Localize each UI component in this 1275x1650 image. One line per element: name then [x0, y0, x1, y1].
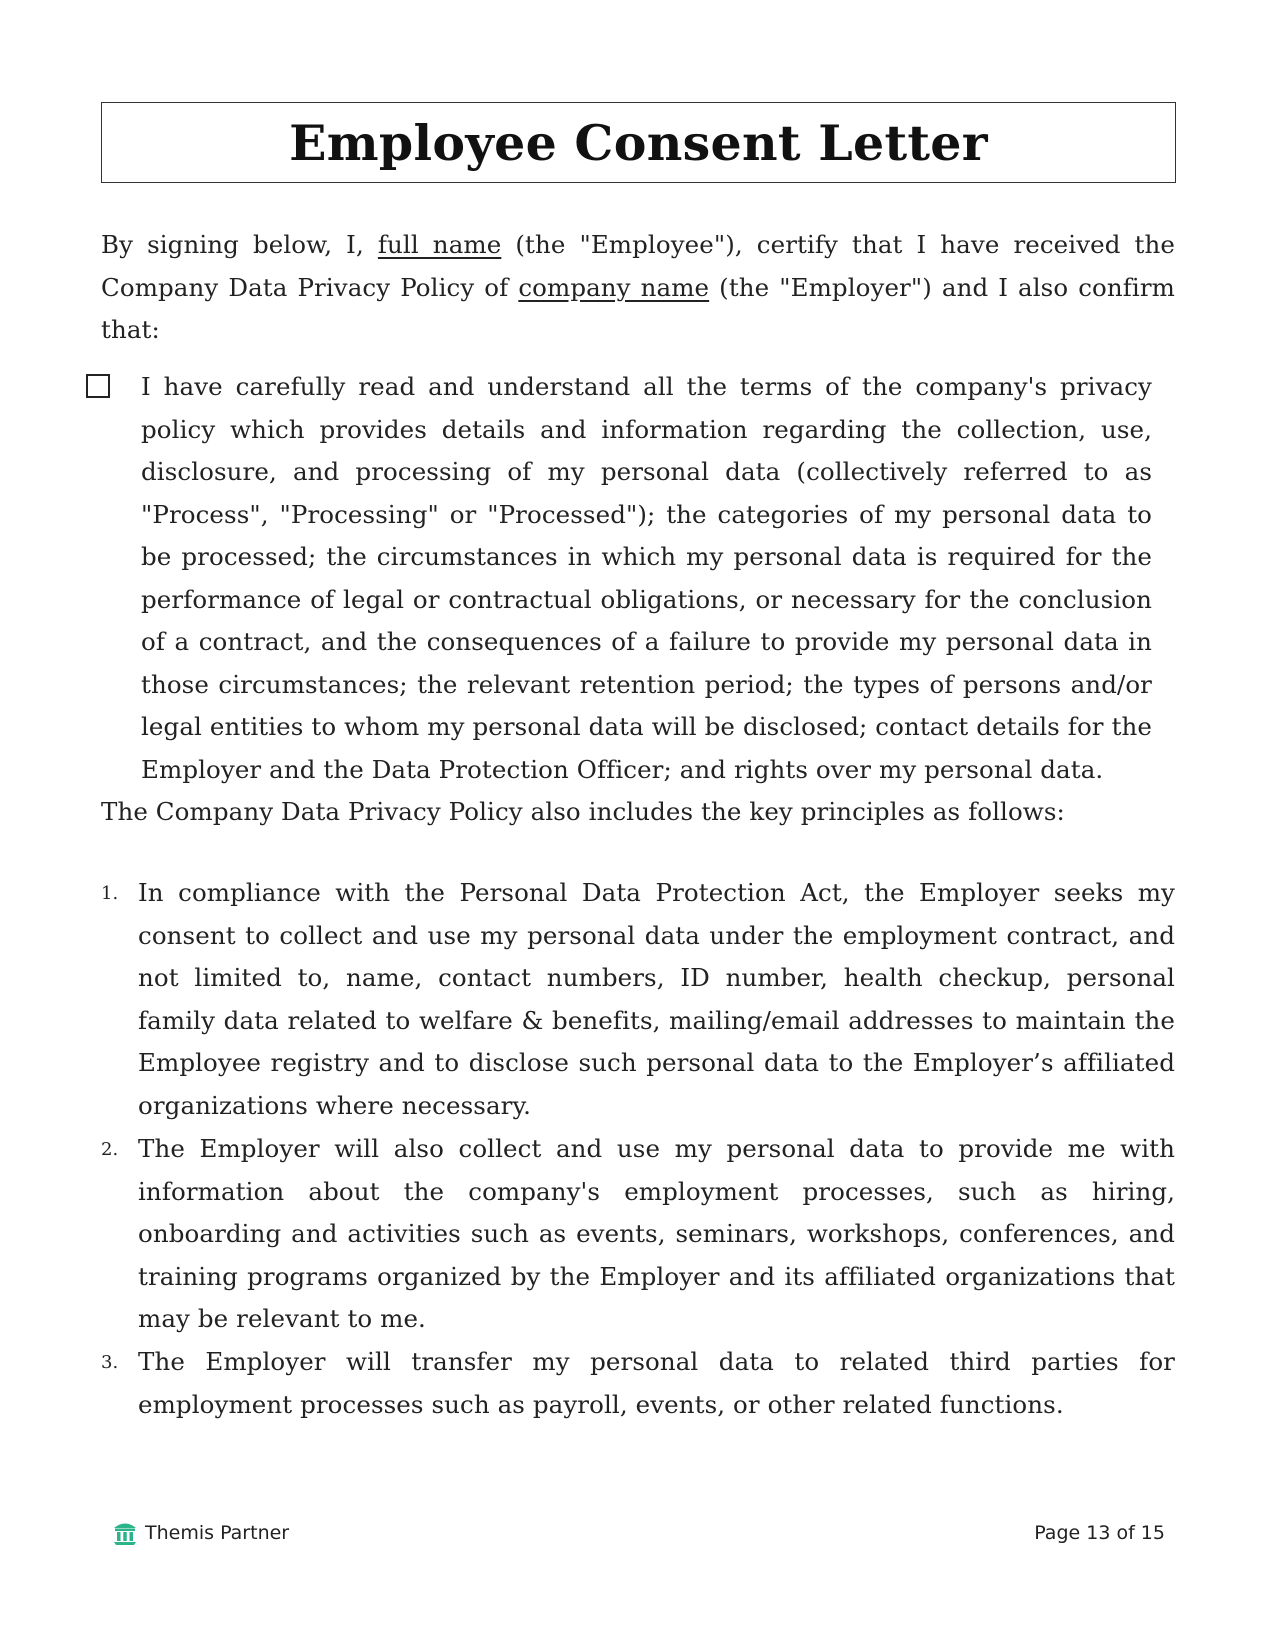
list-item-number: 3.: [101, 1352, 119, 1373]
list-item-number: 1.: [101, 883, 119, 904]
company-name-field[interactable]: company name: [518, 272, 710, 302]
themis-logo-icon: [112, 1520, 138, 1546]
page-number: Page 13 of 15: [1034, 1522, 1165, 1544]
intro-text-1: By signing below, I,: [101, 230, 378, 259]
list-item-number: 2.: [101, 1139, 119, 1160]
consent-checkbox[interactable]: [86, 374, 110, 398]
brand-name: Themis Partner: [145, 1522, 290, 1544]
intro-text-3: (the "Employer") and I also confirm that:: [101, 272, 1176, 344]
title-box: [101, 102, 1176, 183]
full-name-field[interactable]: full name: [377, 230, 502, 259]
intro-paragraph: [101, 224, 1175, 352]
footer-brand: [112, 1520, 289, 1546]
principles-intro: The Company Data Privacy Policy also includes the key principles as follows:: [101, 797, 1065, 826]
list-item: In compliance with the Personal Data Protection Act, the Employer seeks my consent to collect and use my personal data under the employment contract, and not limited to, name, contact numbers, ID number, health checkup, personal family data related to welfare & benefits, mailing/email addresses to maintain the Employee registry and to disclose such personal data to the Employer’s affiliated organizations where necessary.: [138, 878, 1175, 1120]
document-title: Employee Consent Letter: [289, 113, 988, 172]
intro-text-2: (the "Employee"), certify that I have received the Company Data Privacy Policy of: [101, 230, 1175, 302]
consent-text: I have carefully read and understand all the terms of the company's privacy policy which provides details and information regarding the collection, use, disclosure, and processing of my personal data (collectively referred to as "Process", "Processing" or "Processed"); the categories of my personal data to be processed; the circumstances in which my personal data is required for the performance of legal or contractual obligations, or necessary for the conclusion of a contract, and the consequences of a failure to provide my personal data in those circumstances; the relevant retention period; the types of persons and/or legal entities to whom my personal data will be disclosed; contact details for the Employer and the Data Protection Officer; and rights over my personal data.: [141, 372, 1152, 784]
list-item: The Employer will transfer my personal data to related third parties for employment processes such as payroll, events, or other related functions.: [138, 1347, 1175, 1419]
list-item: The Employer will also collect and use my personal data to provide me with information about the company's employment processes, such as hiring, onboarding and activities such as events, seminars, workshops, conferences, and training programs organized by the Employer and its affiliated organizations that may be relevant to me.: [138, 1134, 1175, 1333]
